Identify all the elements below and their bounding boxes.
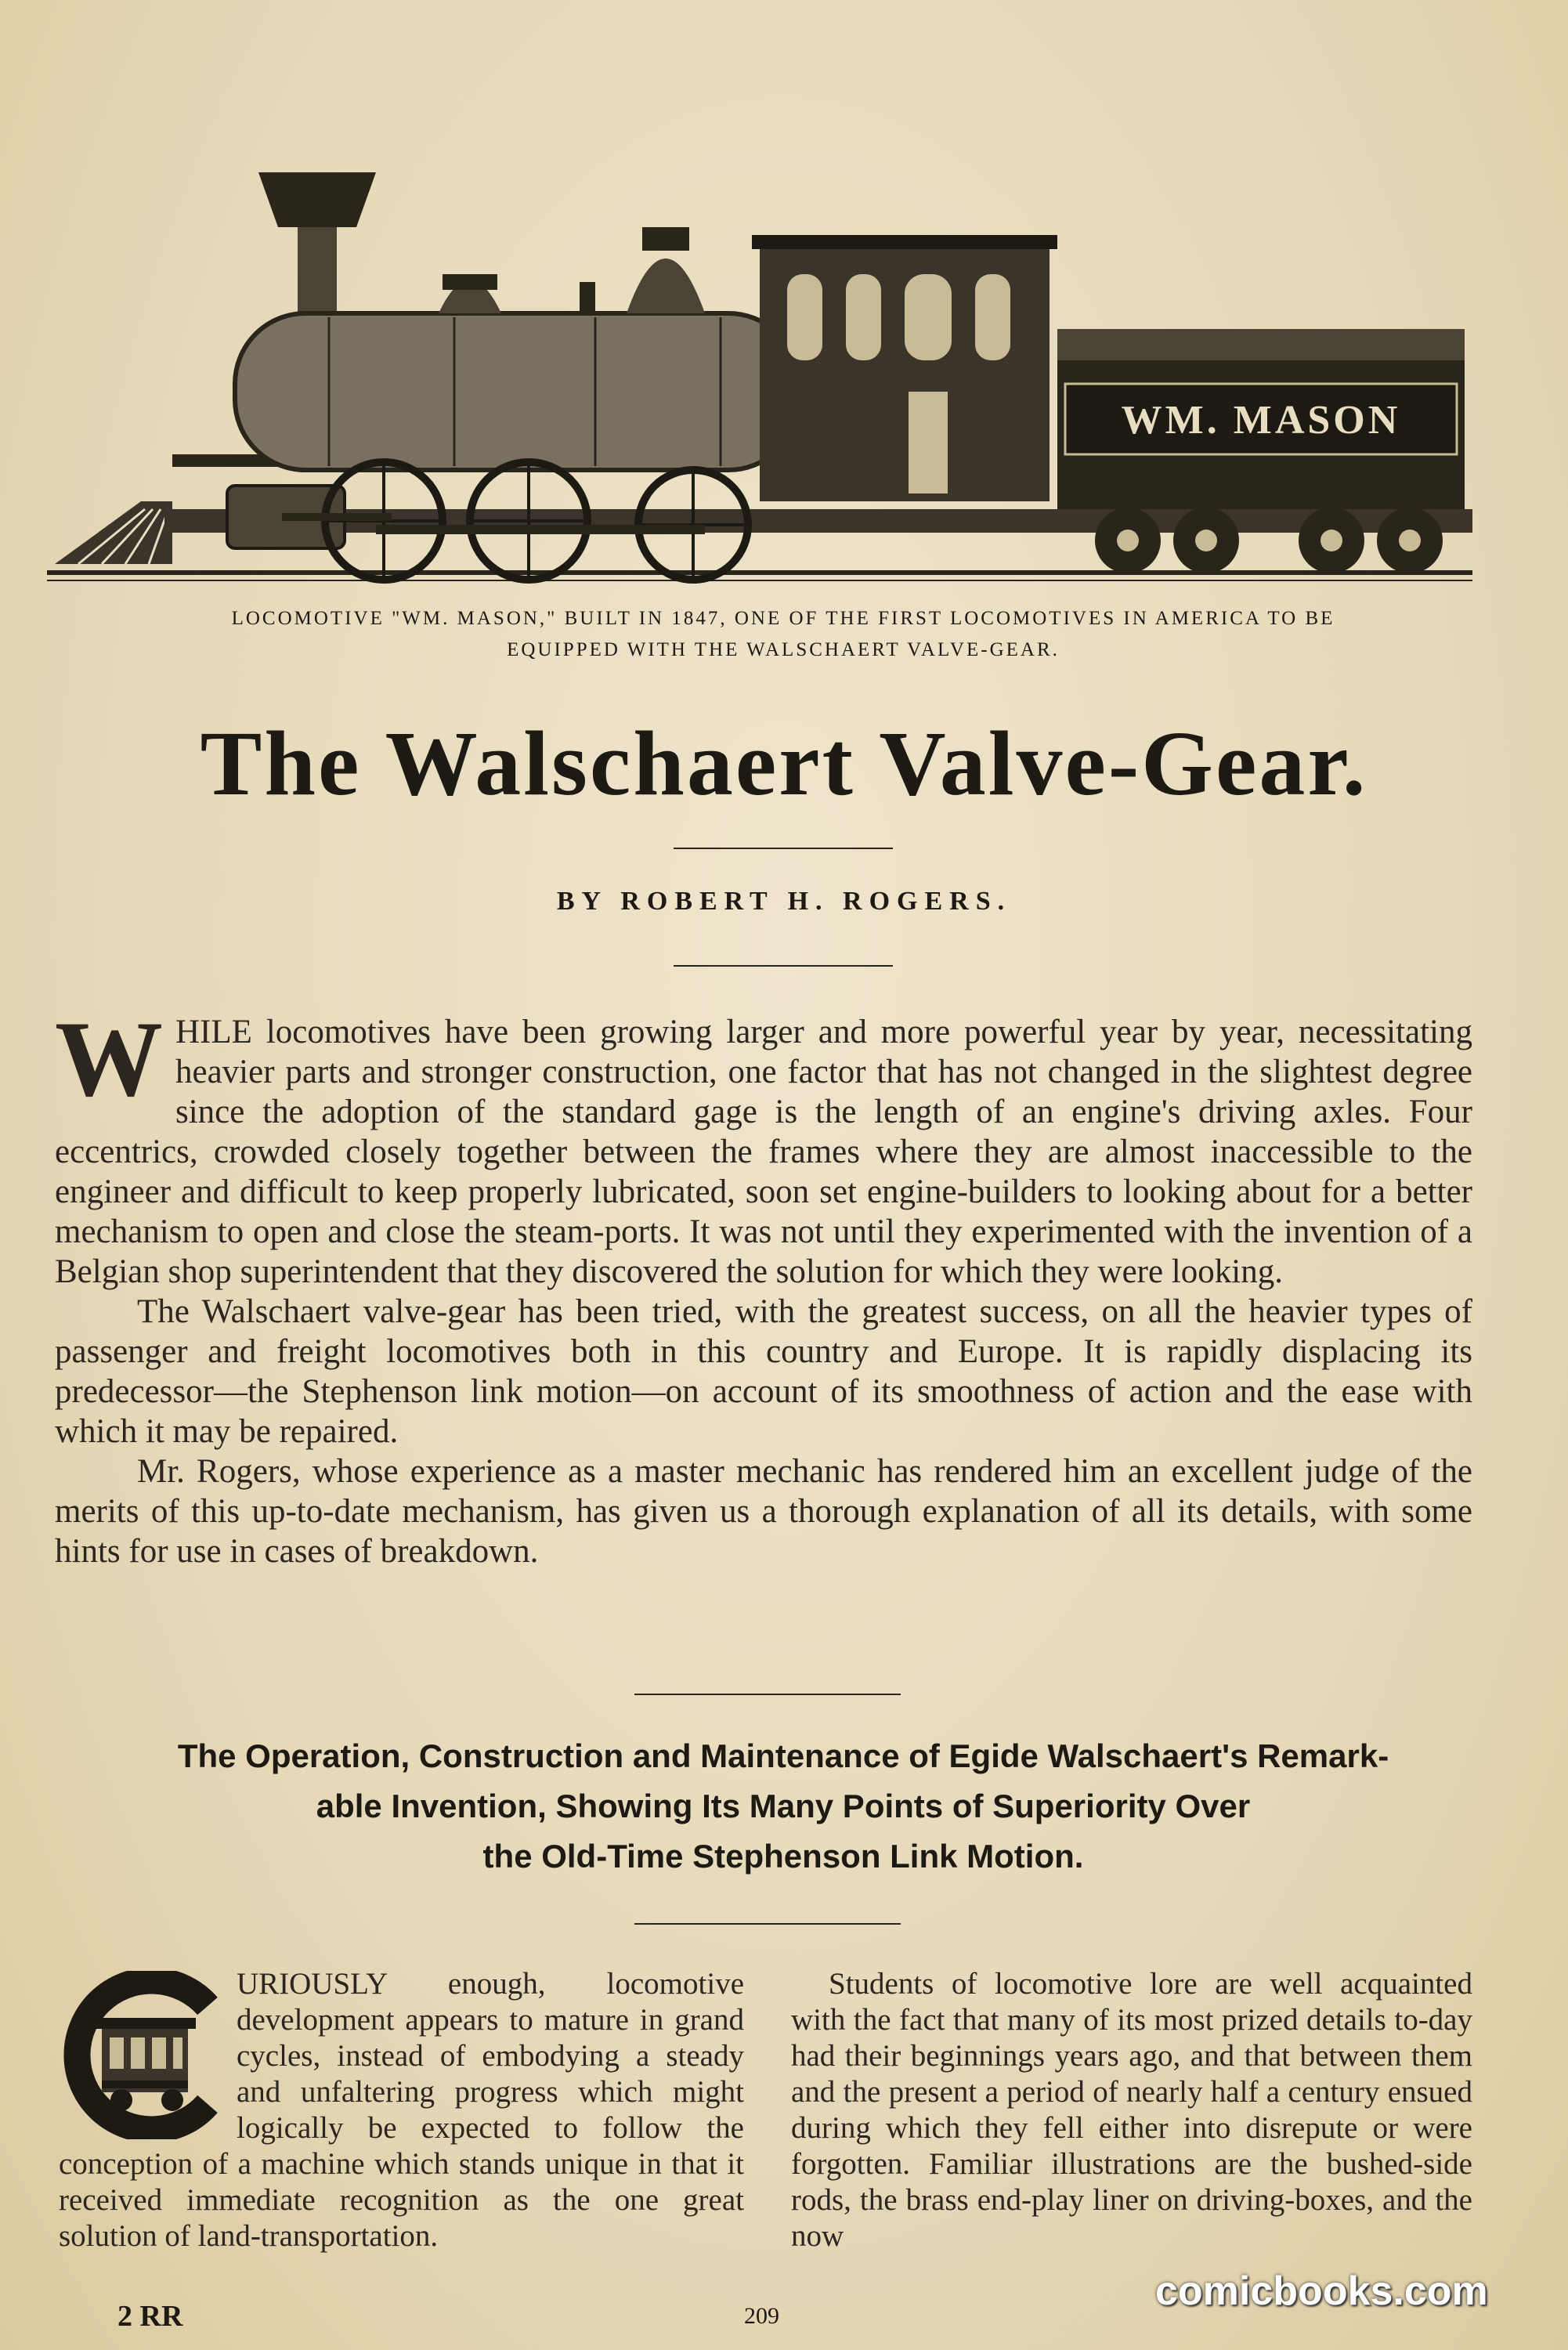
drop-cap-c-railcar-icon <box>59 1971 227 2139</box>
locomotive-illustration <box>47 157 1472 595</box>
intro-paragraph: HILE locomotives have been growing larger and more powerful year by year, necessitating heavier parts and stronger construction, one factor that has not changed in the slightest degree since the adoption of the standard gage is the length of an engine's driving axles. Four eccentrics, crowded closely together between the frames where they are almost inaccessible to the engineer and difficult to keep properly lubricated, soon set engine-builders to looking about for a better mechanism to open and close the steam-ports. It was not until they experimented with the invention of a Belgian shop superintendent that they discovered the solution for which they were looking. <box>55 1014 1472 1290</box>
illustration-caption <box>78 603 1488 666</box>
drop-cap: W <box>55 999 163 1119</box>
divider <box>674 965 893 967</box>
divider <box>674 848 893 849</box>
column-left <box>59 1966 744 2254</box>
column-right <box>791 1966 1472 2254</box>
signature-mark: 2 RR <box>117 2300 183 2333</box>
article-title: The Walschaert Valve-Gear. <box>200 712 1368 815</box>
watermark: comicbooks.com <box>1155 2269 1488 2314</box>
column-paragraph: URIOUSLY enough, locomotive development appears to mature in grand cycles, instead of embodying a steady and unfaltering progress which might logically be expected to follow the conception of a machine which stands unique in that it received immediate recognition as the one great solution of land-transportation. <box>59 1967 744 2253</box>
subheading <box>47 1731 1519 1882</box>
intro-paragraph: Mr. Rogers, whose experience as a master mechanic has rendered him an excellent judge of the merits of this up-to-date mechanism, has given us a thorough explanation of all its details, with some hints for use in cases of breakdown. <box>55 1453 1472 1570</box>
subheading-line: the Old-Time Stephenson Link Motion. <box>482 1838 1084 1875</box>
intro-text <box>55 999 1472 1571</box>
subheading-line: The Operation, Construction and Maintenance of Egide Walschaert's Remark- <box>177 1737 1389 1774</box>
subheading-line: able Invention, Showing Its Many Points of Superiority Over <box>316 1788 1251 1824</box>
caption-line: EQUIPPED WITH THE WALSCHAERT VALVE-GEAR. <box>507 639 1060 660</box>
column-paragraph: Students of locomotive lore are well acquainted with the fact that many of its most prized details to-day had their beginnings years ago, and that between them and the present a period of nearly half a century ensued during which they fell either into disrepute or were forgotten. Familiar illustrations are the bushed-side rods, the brass end-play liner on driving-boxes, and the now <box>791 1967 1472 2253</box>
locomotive-nameplate: WM. MASON <box>1121 398 1401 443</box>
intro-paragraph: The Walschaert valve-gear has been tried, with the greatest success, on all the heavier types of passenger and freight locomotives both in this country and Europe. It is rapidly displacing its predecessor—the Stephenson link motion—on account of its smoothness of action and the ease with which it may be repaired. <box>55 1293 1472 1450</box>
caption-line: LOCOMOTIVE "WM. MASON," BUILT IN 1847, ONE OF THE FIRST LOCOMOTIVES IN AMERICA TO BE <box>231 608 1335 629</box>
divider <box>634 1923 901 1925</box>
page-number: 209 <box>744 2303 779 2329</box>
byline: BY ROBERT H. ROGERS. <box>556 887 1012 916</box>
divider <box>634 1694 901 1695</box>
